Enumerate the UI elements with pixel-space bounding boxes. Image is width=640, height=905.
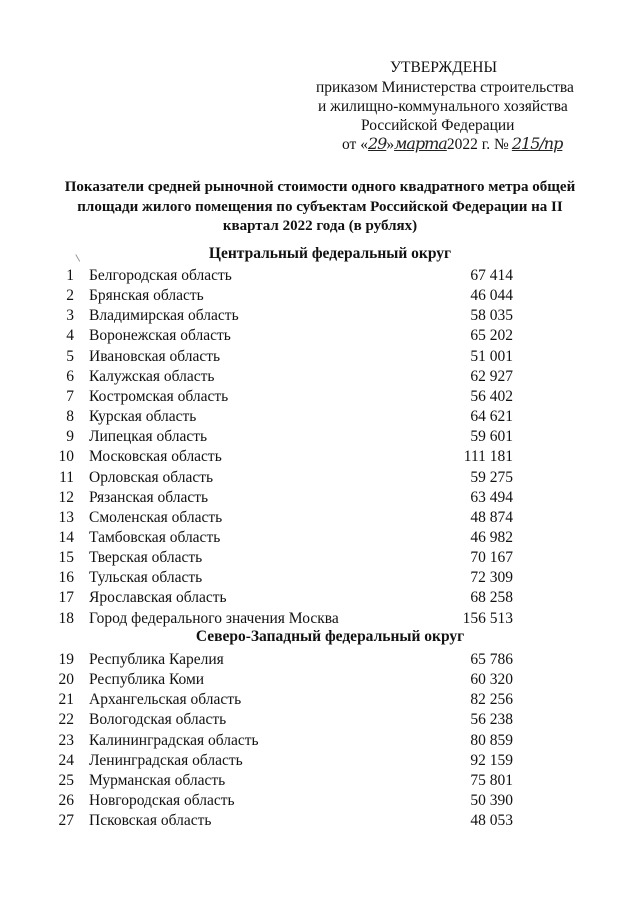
price-value: 75 801 (470, 771, 513, 789)
row-number: 14 (58, 528, 74, 546)
table-row (0, 609, 640, 629)
price-value: 50 390 (470, 792, 513, 810)
price-value: 111 181 (463, 448, 513, 466)
row-number: 13 (58, 508, 74, 526)
table-row (0, 508, 640, 528)
price-value: 56 238 (470, 711, 513, 729)
price-value: 82 256 (470, 691, 513, 709)
region-name: Вологодская область (89, 711, 227, 729)
price-value: 65 786 (470, 651, 513, 668)
region-name: Белгородская область (89, 267, 232, 284)
region-name: Тамбовская область (89, 528, 221, 546)
price-value: 65 202 (470, 327, 513, 345)
row-number: 26 (58, 792, 74, 810)
region-name: Архангельская область (89, 691, 242, 709)
table-row (0, 811, 640, 831)
region-name: Смоленская область (89, 508, 223, 526)
region-name: Ленинградская область (89, 751, 243, 769)
price-value: 92 159 (470, 751, 513, 769)
row-number: 8 (66, 408, 74, 426)
row-number: 3 (66, 307, 74, 325)
region-name: Калининградская область (89, 731, 259, 749)
table-row (0, 771, 640, 791)
district-heading: Центральный федеральный округ (208, 245, 452, 262)
price-value: 46 044 (470, 287, 513, 305)
row-number: 18 (58, 609, 74, 627)
table-row (0, 528, 640, 548)
region-name: Калужская область (89, 367, 215, 385)
date-year: 2022 г. № (446, 136, 509, 153)
region-name: Московская область (89, 448, 222, 466)
region-name: Костромская область (89, 387, 229, 405)
region-name: Воронежская область (89, 327, 231, 345)
table-row (0, 488, 640, 508)
price-value: 156 513 (462, 609, 513, 627)
price-value: 59 601 (470, 428, 513, 446)
row-number: 22 (58, 711, 74, 729)
row-number: 9 (66, 428, 74, 446)
order-number-handwritten: 215/пр (511, 134, 563, 153)
region-name: Тульская область (89, 569, 203, 587)
row-number: 2 (66, 287, 74, 305)
price-value: 80 859 (470, 731, 513, 749)
row-number: 16 (58, 569, 74, 587)
row-number: 11 (59, 468, 74, 486)
region-name: Новгородская область (89, 792, 235, 810)
table-row (0, 387, 640, 407)
approval-heading: УТВЕРЖДЕНЫ (390, 59, 497, 76)
table-row (0, 468, 640, 488)
region-name: Республика Коми (89, 671, 205, 689)
row-number: 10 (58, 448, 74, 466)
row-number: 27 (58, 812, 74, 830)
price-value: 64 621 (470, 408, 513, 426)
price-value: 48 053 (470, 812, 513, 830)
price-value: 48 874 (470, 508, 513, 526)
table-row (0, 326, 640, 346)
row-number: 17 (58, 589, 74, 607)
price-value: 72 309 (470, 569, 513, 587)
price-value: 59 275 (470, 468, 513, 486)
price-value: 67 414 (470, 267, 513, 284)
region-name: Орловская область (89, 468, 214, 486)
price-value: 58 035 (470, 307, 513, 325)
table-row (0, 347, 640, 367)
table-row (0, 568, 640, 588)
table-row (0, 670, 640, 690)
approval-line-ministry: приказом Министерства строительства (316, 79, 574, 96)
row-number: 24 (58, 751, 74, 769)
table-row (0, 710, 640, 730)
region-name: Ярославская область (89, 589, 227, 607)
table-row (0, 427, 640, 447)
table-row (0, 731, 640, 751)
price-value: 62 927 (470, 367, 513, 385)
region-name: Город федерального значения Москва (89, 609, 339, 627)
row-number: 1 (66, 267, 74, 284)
region-name: Рязанская область (89, 488, 209, 506)
row-number: 21 (58, 691, 74, 709)
table-row (0, 367, 640, 387)
row-number: 23 (58, 731, 74, 749)
table-row (0, 266, 640, 286)
table-row (0, 548, 640, 568)
approval-date-line (342, 134, 562, 155)
row-number: 12 (58, 488, 74, 506)
row-number: 15 (58, 549, 74, 567)
district-heading: Северо-Западный федеральный округ (195, 628, 465, 645)
region-name: Псковская область (89, 812, 212, 830)
table-row (0, 588, 640, 608)
document-title: Показатели средней рыночной стоимости одного квадратного метра общей площади жилого помещения по субъектам Российской Федерации на II квартал 2022 года (в рублях) (64, 179, 576, 234)
region-name: Республика Карелия (89, 651, 224, 668)
date-quote-close: » (386, 136, 395, 153)
price-value: 70 167 (470, 549, 513, 567)
region-name: Ивановская область (89, 347, 221, 365)
table-row (0, 306, 640, 326)
table-row (0, 791, 640, 811)
region-name: Липецкая область (89, 428, 208, 446)
price-value: 60 320 (470, 671, 513, 689)
price-value: 63 494 (470, 488, 513, 506)
price-value: 56 402 (470, 387, 513, 405)
table-row (0, 286, 640, 306)
date-day-handwritten: 29 (367, 134, 387, 153)
row-number: 7 (66, 387, 74, 405)
approval-line-housing: и жилищно-коммунального хозяйства (318, 98, 568, 115)
price-value: 46 982 (470, 528, 513, 546)
region-name: Владимирская область (89, 307, 239, 325)
date-prefix: от « (342, 136, 368, 153)
row-number: 19 (58, 651, 74, 668)
table-row (0, 447, 640, 467)
date-month-handwritten: марта (394, 134, 447, 153)
table-row (0, 650, 640, 670)
price-value: 68 258 (470, 589, 513, 607)
row-number: 6 (66, 367, 74, 385)
table-row (0, 690, 640, 710)
region-name: Тверская область (89, 549, 203, 567)
table-row (0, 751, 640, 771)
row-number: 20 (58, 671, 74, 689)
row-number: 25 (58, 771, 74, 789)
row-number: 4 (66, 327, 74, 345)
region-name: Брянская область (89, 287, 204, 305)
price-value: 51 001 (470, 347, 513, 365)
row-number: 5 (66, 347, 74, 365)
region-name: Мурманская область (89, 771, 226, 789)
table-row (0, 407, 640, 427)
approval-line-federation: Российской Федерации (361, 117, 515, 134)
region-name: Курская область (89, 408, 197, 426)
